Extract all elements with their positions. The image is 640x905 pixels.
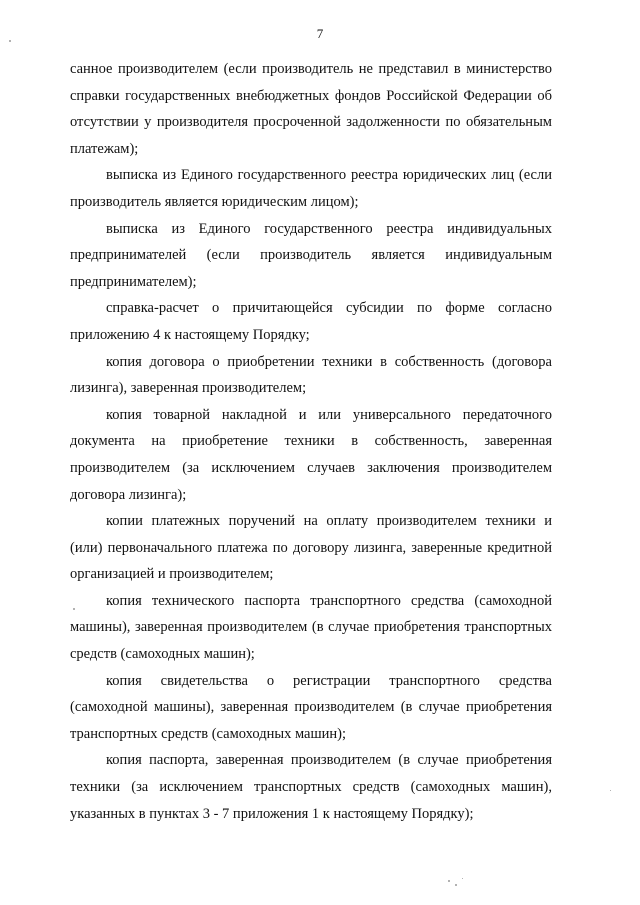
scan-speck (610, 790, 611, 791)
paragraph-payment-orders: копии платежных поручений на оплату производителем техники и (или) первоначального платежа по договору лизинга, заверенные кредитной организацией и производителем; (70, 513, 552, 583)
page-number: 7 (316, 26, 324, 41)
scan-speck (455, 884, 457, 886)
paragraph-invoice: копия товарной накладной и или универсального передаточного документа на приобретение техники в собственность, заверенная производителем (за исключением случаев заключения производителем договора лизинга); (70, 406, 552, 503)
scan-speck (73, 608, 75, 610)
paragraph-legal-entity-extract: выписка из Единого государственного реестра юридических лиц (если производитель является юридическим лицом); (70, 167, 552, 210)
paragraph-passport-copy: копия паспорта, заверенная производителем (в случае приобретения техники (за исключением транспортных средств (самоходных машин), указанных в пунктах 3 - 7 приложения 1 к настоящему Порядку); (70, 752, 552, 822)
paragraph-continuation: санное производителем (если производитель не представил в министерство справки государственных внебюджетных фондов Российской Федерации об отсутствии у производителя просроченной задолженности по обязательным платежам); (70, 61, 552, 157)
paragraph-technical-passport: копия технического паспорта транспортного средства (самоходной машины), заверенная производителем (в случае приобретения транспортных средств (самоходных машин); (70, 592, 552, 663)
paragraph-registration-certificate: копия свидетельства о регистрации транспортного средства (самоходной машины), заверенная производителем (в случае приобретения транспортных средств (самоходных машин); (70, 672, 552, 742)
scan-speck (9, 40, 11, 42)
paragraph-subsidy-calculation: справка-расчет о причитающейся субсидии по форме согласно приложению 4 к настоящему Порядку; (70, 300, 552, 343)
body-text (70, 56, 552, 827)
paragraph-entrepreneur-extract: выписка из Единого государственного реестра индивидуальных предпринимателей (если производитель является индивидуальным предпринимателем); (70, 220, 552, 290)
paragraph-purchase-contract: копия договора о приобретении техники в собственность (договора лизинга), заверенная производителем; (70, 353, 552, 397)
scan-speck (448, 880, 450, 882)
scan-speck (462, 878, 463, 879)
